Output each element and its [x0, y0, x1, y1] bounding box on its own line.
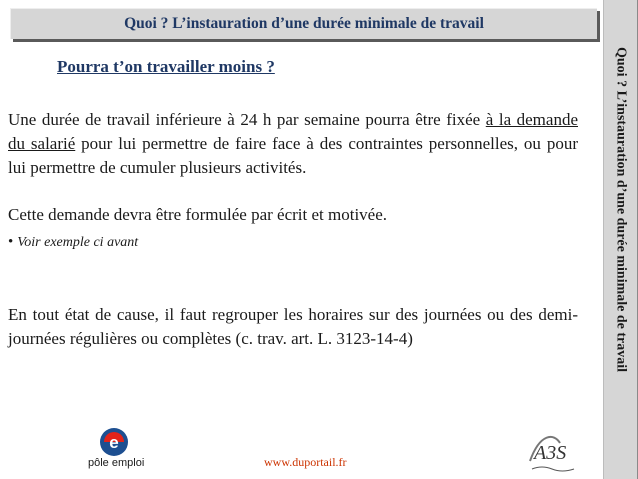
paragraph-2: Cette demande devra être formulée par écrit et motivée.: [8, 205, 388, 224]
pole-emploi-logo-text: pôle emploi: [88, 457, 145, 469]
paragraph-1: [8, 108, 578, 180]
side-title-wrapper: [603, 0, 638, 420]
title-bar: [10, 8, 597, 39]
bullet-text: Voir exemple ci avant: [17, 235, 139, 250]
bullet-dot-icon: •: [8, 234, 14, 250]
footer-url: www.duportail.fr: [264, 455, 347, 469]
a3s-logo: [520, 425, 588, 475]
slide-title: Quoi ? L’instauration d’une durée minimale de travail: [124, 15, 484, 32]
side-title: Quoi ? L’instauration d’une durée minimale de travail: [613, 47, 629, 373]
svg-text:A3S: A3S: [534, 442, 567, 464]
paragraph-3: En tout état de cause, il faut regrouper les horaires sur des journées ou des demi-journées régulières ou complètes (c. trav. art. L. 3123-14-4): [8, 305, 578, 348]
paragraph-1-end: pour lui permettre de faire face à des contraintes personnelles, ou pour lui permettre de cumuler plusieurs activités.: [8, 134, 579, 177]
svg-text:e: e: [109, 433, 119, 452]
slide-subtitle: Pourra t’on travailler moins ?: [57, 57, 275, 76]
bullet-item: [8, 234, 138, 251]
paragraph-1-underlined: à la demande du salarié: [8, 110, 578, 153]
paragraph-1-start: Une durée de travail inférieure à 24 h par semaine pourra être fixée: [8, 110, 486, 129]
